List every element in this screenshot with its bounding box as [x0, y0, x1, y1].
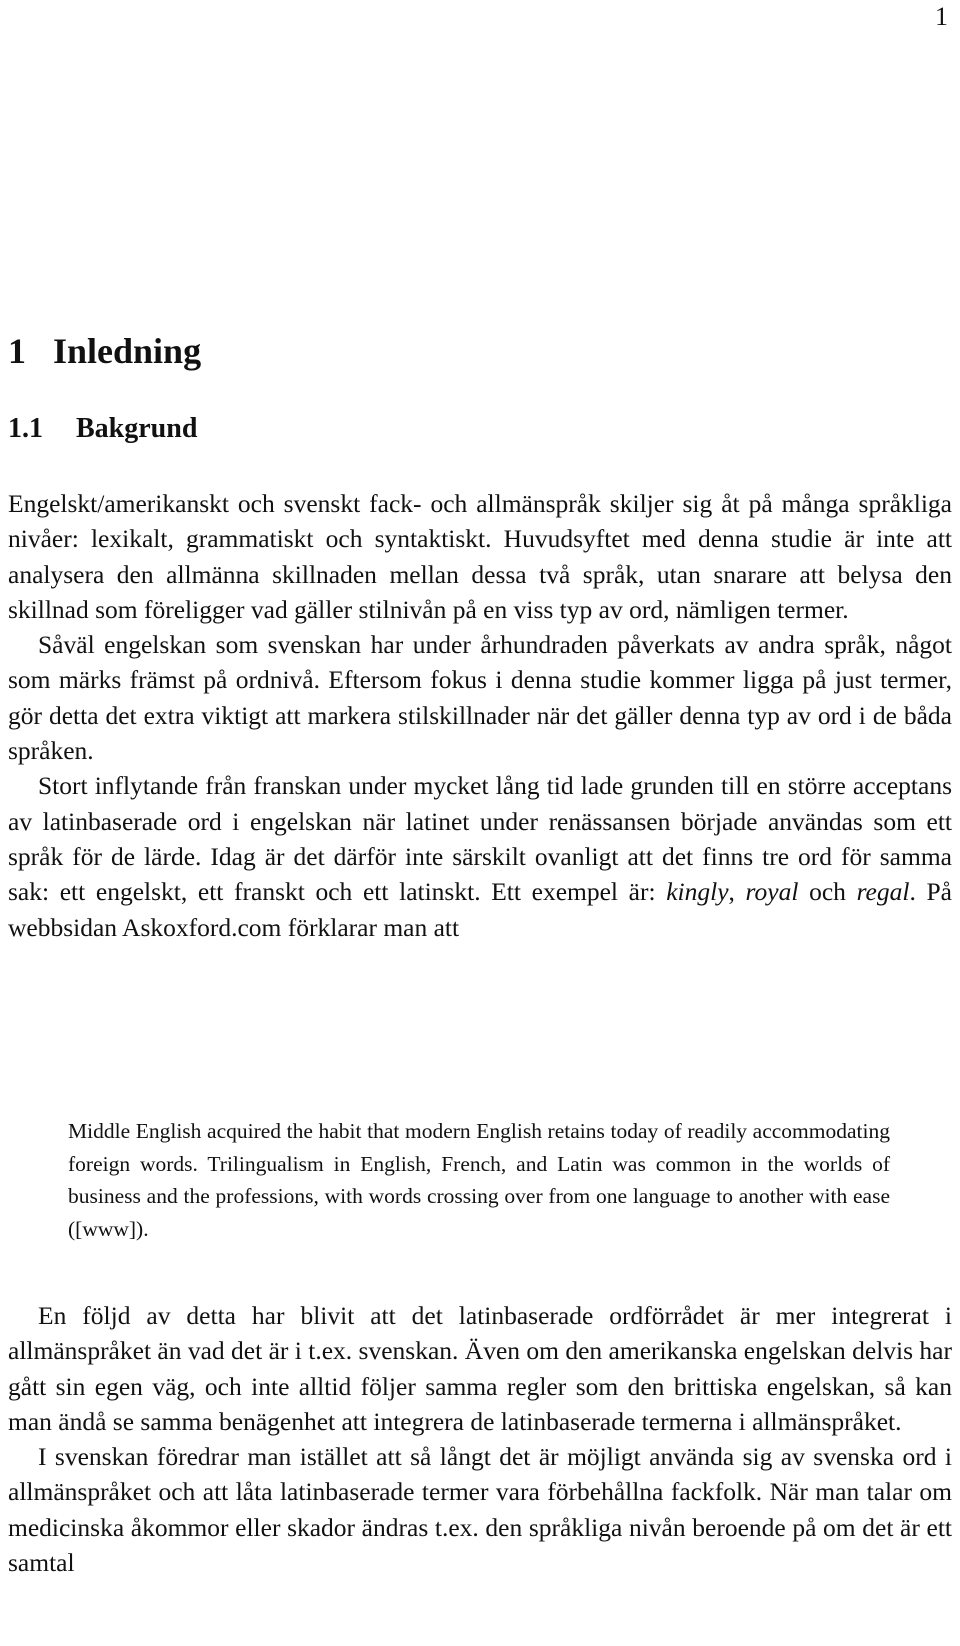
- paragraph-intro: Engelskt/amerikanskt och svenskt fack- och allmänspråk skiljer sig åt på många språkliga nivåer: lexikalt, grammatiskt och syntaktiskt. Huvudsyftet med denna studie är inte att analysera den allmänna skillnaden mellan dessa två språk, utan snarare att belysa den skillnad som föreligger vad gäller stilnivån på en viss typ av ord, nämligen termer.: [8, 489, 952, 624]
- body-text-top: [8, 486, 952, 945]
- paragraph-text: . På webbsidan Askoxford.com förklarar man att: [8, 877, 952, 942]
- chapter-number: 1: [8, 331, 26, 371]
- page-number: 1: [935, 2, 948, 31]
- paragraph-text: Stort inflytande från franskan under mycket lång tid lade grunden till en större acceptans av latinbaserade ord i engelskan när latinet under renässansen började användas som ett språk för de lärde. Idag är det därför inte särskilt ovanligt att det finns tre ord för samma sak: ett engelskt, ett franskt och ett latinskt. Ett exempel är:: [8, 771, 952, 907]
- section-title: Bakgrund: [76, 413, 198, 444]
- chapter-title: Inledning: [53, 331, 202, 371]
- separator: och: [798, 877, 857, 907]
- example-word: regal: [856, 877, 910, 907]
- paragraph-influence: Såväl engelskan som svenskan har under århundraden påverkats av andra språk, något som märks främst på ordnivå. Eftersom fokus i denna studie kommer ligga på just termer, gör detta det extra viktigt att markera stilskillnader när det gäller denna typ av ord i de båda språken.: [8, 630, 952, 766]
- separator: ,: [728, 877, 746, 907]
- paragraph-french-influence: [8, 768, 952, 944]
- block-quote: Middle English acquired the habit that modern English retains today of readily accommodating foreign words. Trilingualism in English, French, and Latin was common in the worlds of business and the professions, with words crossing over from one language to another with ease ([www]).: [68, 1119, 890, 1241]
- body-text-bottom: [8, 1298, 952, 1580]
- paragraph-consequence: En följd av detta har blivit att det latinbaserade ordförrådet är mer integrerat i allmänspråket än vad det är i t.ex. svenskan. Även om den amerikanska engelskan delvis har gått sin egen väg, och inte alltid följer samma regler som den brittiska engelskan, så kan man ändå se samma benägenhet att integrera de latinbaserade termerna i allmänspråket.: [8, 1301, 952, 1436]
- example-word: royal: [745, 877, 799, 907]
- section-number: 1.1: [8, 413, 43, 444]
- example-word: kingly: [666, 877, 729, 907]
- chapter-heading: [8, 331, 201, 371]
- paragraph-swedish: I svenskan föredrar man istället att så långt det är möjligt använda sig av svenska ord i allmänspråket och att låta latinbaserade termer vara förbehållna fackfolk. När man talar om medicinska åkommor eller skador ändras t.ex. den språkliga nivån beroende på om det är ett samtal: [8, 1442, 952, 1578]
- section-heading: [8, 413, 197, 445]
